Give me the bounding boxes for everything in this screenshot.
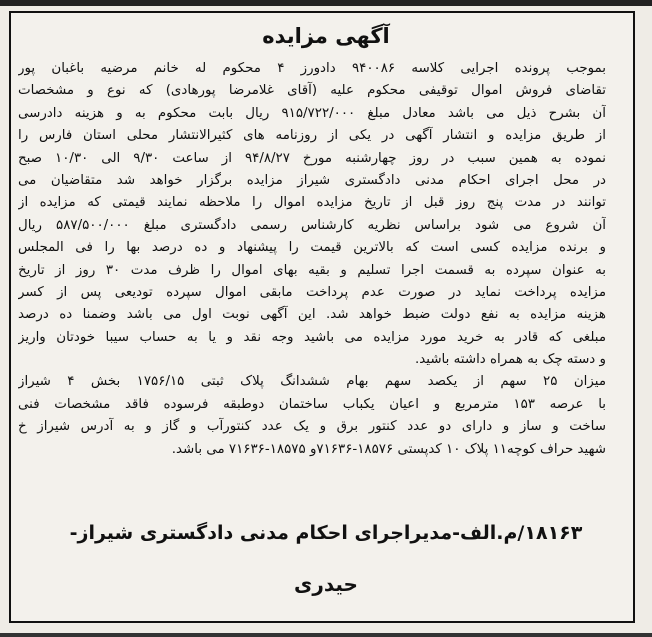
notice-signature: ۱۸۱۶۳/م.الف-مدیراجرای احکام مدنی دادگستری شیراز- [69,522,583,544]
top-border-rule [0,0,652,6]
notice-line: و دسته چک به همراه داشته باشید. [415,352,606,368]
notice-line: میزان ۲۵ سهم از یکصد سهم بهام ششدانگ پلاک ثبتی ۱۷۵۶/۱۵ بخش ۴ شیراز [18,374,606,390]
notice-line: شهید حراف کوچه۱۱ پلاک ۱۰ کدپستی ۱۸۵۷۶-۷۱۶۳۶و ۱۸۵۷۵-۷۱۶۳۶ می باشد. [171,441,606,457]
notice-line: در محل اجرای احکام مدنی دادگستری شیراز مزایده برگزار خواهد شد متقاضیان می [18,172,606,188]
notice-line: توانند در مدت پنج روز قبل از تاریخ مزایده اموال را ملاحظه نمایند قیمتی که مزایده از [18,195,606,211]
notice-line: تقاضای فروش اموال توقیفی محکوم علیه (آقای غلامرضا پورهادی) که نوع و مشخصات [18,83,606,99]
notice-title: آگهی مزایده [262,24,390,48]
notice-line: به عنوان سپرده به قسمت اجرا تسلیم و بقیه بهای اموال را ظرف مدت ۳۰ روز از تاریخ [18,262,606,278]
notice-line: و برنده مزایده کسی است که بالاترین قیمت را پیشنهاد و ده درصد بها را فی المجلس [18,240,606,256]
notice-line: نموده به همین سبب در روز چهارشنبه مورخ ۹۴/۸/۲۷ از ساعت ۹/۳۰ الی ۱۰/۳۰ صبح [18,150,606,166]
notice-line: مزایده پرداخت نماید در صورت عدم پرداخت مابقی اموال سپرده تودیعی پس از کسر [18,284,606,300]
bottom-border-rule [0,633,652,637]
notice-line: از طریق مزایده و انتشار آگهی در یکی از روزنامه های کثیرالانتشار محلی استان فارس را [18,128,606,144]
notice-line: هزینه مزایده به نفع دولت ضبط خواهد شد. این آگهی نوبت اول می باشد وضمنا ده درصد [18,307,606,323]
notice-line: ساخت و ساز و دارای دو عدد کنتور برق و یک عدد کنتورآب و گاز و به آدرس شیراز خ [18,419,606,435]
notice-body [18,58,606,461]
signature-name: حیدری [294,572,358,596]
notice-line: بموجب پرونده اجرایی کلاسه ۹۴۰۰۸۶ دادورز ۴ محکوم له خانم مرضیه باغبان پور [18,61,606,76]
notice-line: آن شروع می شود براساس نظریه کارشناس رسمی دادگستری مبلغ ۵۸۷/۵۰۰/۰۰۰ ریال [18,217,606,233]
notice-line: مبلغی که قادر به خرید مورد مزایده می باشید وجه نقد و یا به حساب سیبا خودتان واریز [18,329,606,345]
notice-line: با عرصه ۱۵۳ مترمربع و اعیان یکباب ساختمان دوطبقه فرسوده فاقد مشخصات فنی [18,396,606,412]
notice-line: آن بشرح ذیل می باشد معادل مبلغ ۹۱۵/۷۲۲/۰۰۰ ریال بابت محکوم به و هزینه دادرسی [18,105,606,121]
